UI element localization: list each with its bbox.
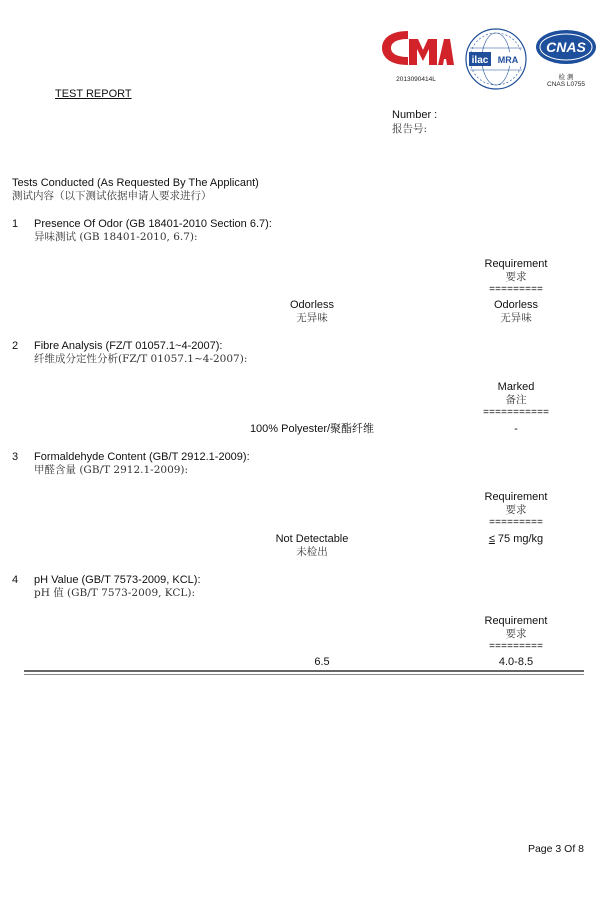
test-1-separator: =========	[488, 285, 543, 296]
number-label: Number :	[392, 109, 438, 121]
test-1-result	[262, 299, 362, 325]
test-2-title-block	[34, 340, 247, 366]
test-3-title-cn: 甲醛含量 (GB/T 2912.1-2009):	[34, 464, 189, 476]
section-heading	[12, 177, 259, 203]
svg-text:CNAS: CNAS	[546, 39, 586, 55]
test-3-requirement-value: 75 mg/kg	[497, 533, 544, 545]
test-1-requirement-en: Odorless	[493, 299, 539, 311]
test-3-requirement-le: ≤	[488, 533, 495, 545]
test-3-col-header: Requirement	[484, 491, 548, 503]
test-3-title: Formaldehyde Content (GB/T 2912.1-2009):	[34, 451, 250, 463]
report-title: TEST REPORT	[55, 88, 132, 100]
test-2-separator: ===========	[482, 408, 549, 419]
svg-text:MRA: MRA	[497, 55, 519, 65]
test-4-requirement: 4.0-8.5	[498, 656, 534, 668]
test-2-title: Fibre Analysis (FZ/T 01057.1~4-2007):	[34, 340, 223, 352]
table-bottom-rule-thin	[24, 674, 584, 675]
number-label-cn: 报告号:	[392, 123, 428, 135]
test-3-req-header	[466, 491, 566, 530]
test-4-req-header	[466, 615, 566, 654]
test-3-requirement	[466, 533, 566, 546]
section-title: Tests Conducted (As Requested By The Applicant)	[12, 177, 259, 189]
test-2-number: 2	[12, 340, 19, 352]
test-2-title-cn: 纤维成分定性分析(FZ/T 01057.1~4-2007):	[34, 353, 248, 365]
test-3-result-en: Not Detectable	[275, 533, 349, 545]
test-3-separator: =========	[488, 518, 543, 529]
test-3-result	[252, 533, 372, 559]
ilac-globe-icon	[463, 26, 529, 92]
test-2-req-header	[466, 381, 566, 420]
test-1-col-header-cn: 要求	[505, 271, 527, 283]
test-3-number: 3	[12, 451, 19, 463]
test-3-col-header-cn: 要求	[505, 504, 527, 516]
cma-logo	[378, 25, 454, 83]
test-4-col-header-cn: 要求	[505, 628, 527, 640]
cma-code: 2013090414L	[396, 76, 436, 83]
test-4-number: 4	[12, 574, 19, 586]
cma-mark-icon	[378, 25, 454, 71]
test-3-title-block	[34, 451, 250, 477]
svg-text:ilac: ilac	[471, 55, 489, 66]
page-number: Page 3 Of 8	[527, 843, 584, 855]
cnas-sub-cn: 检 测	[558, 73, 574, 81]
test-4-separator: =========	[488, 642, 543, 653]
test-4-title-block	[34, 574, 201, 600]
test-3-result-cn: 未检出	[296, 546, 328, 558]
cnas-logo	[534, 27, 598, 88]
report-number	[392, 108, 437, 136]
test-4-col-header: Requirement	[484, 615, 548, 627]
test-2-requirement: -	[514, 423, 518, 435]
cnas-oval-icon	[534, 27, 598, 71]
test-1-requirement	[466, 299, 566, 325]
test-1-result-cn: 无异味	[296, 312, 328, 324]
table-bottom-rule	[24, 670, 584, 672]
test-1-result-en: Odorless	[289, 299, 335, 311]
test-1-col-header: Requirement	[484, 258, 548, 270]
test-2-col-header-cn: 备注	[505, 394, 527, 406]
cnas-code: CNAS L0755	[547, 81, 585, 88]
test-1-req-header	[466, 258, 566, 297]
test-4-title: pH Value (GB/T 7573-2009, KCL):	[34, 574, 201, 586]
test-4-result: 6.5	[314, 656, 330, 668]
test-2-result: 100% Polyester/聚酯纤维	[249, 423, 375, 435]
ilac-mra-logo	[463, 26, 529, 92]
test-1-title-block	[34, 218, 272, 244]
test-1-title-cn: 异味测试 (GB 18401-2010, 6.7):	[34, 231, 198, 243]
section-title-cn: 测试内容（以下测试依据申请人要求进行）	[12, 190, 212, 202]
test-1-title: Presence Of Odor (GB 18401-2010 Section 6.7):	[34, 218, 272, 230]
test-1-requirement-cn: 无异味	[500, 312, 532, 324]
test-2-col-header: Marked	[497, 381, 535, 393]
test-4-title-cn: pH 值 (GB/T 7573-2009, KCL):	[34, 587, 196, 599]
test-1-number: 1	[12, 218, 19, 230]
